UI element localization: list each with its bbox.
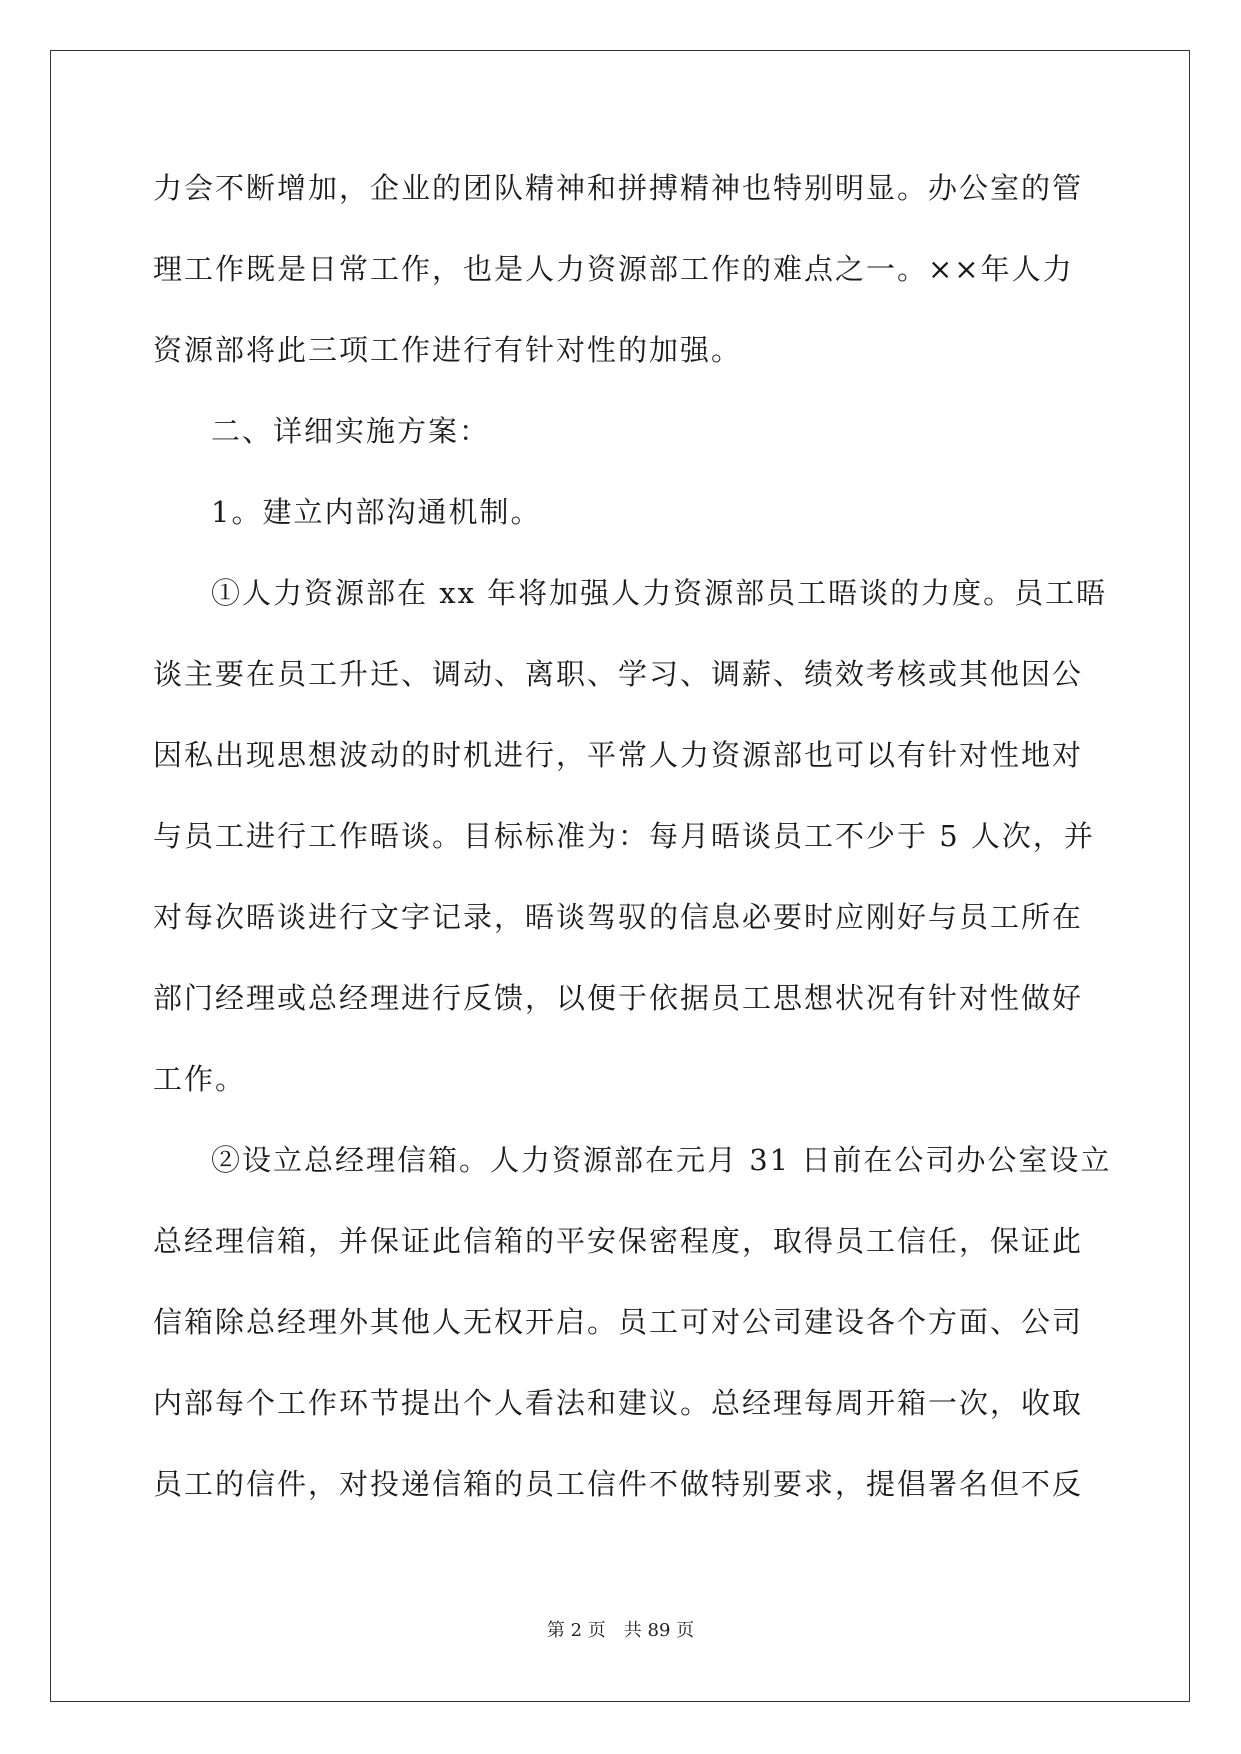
text-line: 员工的信件，对投递信箱的员工信件不做特别要求，提倡署名但不反 [153,1467,1084,1501]
subsection-heading: 1。建立内部沟通机制。 [211,495,542,529]
text-line: 信箱除总经理外其他人无权开启。员工可对公司建设各个方面、公司 [153,1305,1084,1339]
text-line: 总经理信箱，并保证此信箱的平安保密程度，取得员工信任，保证此 [153,1224,1084,1258]
text-line: ②设立总经理信箱。人力资源部在元月 31 日前在公司办公室设立 [211,1143,1112,1177]
section-heading: 二、详细实施方案： [211,414,491,448]
text-line: 谈主要在员工升迁、调动、离职、学习、调薪、绩效考核或其他因公 [153,657,1084,691]
text-line: 资源部将此三项工作进行有针对性的加强。 [153,333,743,367]
page-number: 第 2 页 共 89 页 [546,1620,695,1641]
page-border [50,50,1190,1702]
text-line: 理工作既是日常工作，也是人力资源部工作的难点之一。××年人力 [153,252,1074,286]
text-line: 力会不断增加，企业的团队精神和拼搏精神也特别明显。办公室的管 [153,171,1084,205]
text-line: 内部每个工作环节提出个人看法和建议。总经理每周开箱一次，收取 [153,1386,1084,1420]
text-line: 工作。 [153,1062,247,1096]
text-line: ①人力资源部在 xx 年将加强人力资源部员工晤谈的力度。员工晤 [211,576,1108,610]
text-line: 与员工进行工作晤谈。目标标准为：每月晤谈员工不少于 5 人次，并 [153,819,1095,853]
text-line: 因私出现思想波动的时机进行，平常人力资源部也可以有针对性地对 [153,738,1084,772]
text-line: 部门经理或总经理进行反馈，以便于依据员工思想状况有针对性做好 [153,981,1084,1015]
text-line: 对每次晤谈进行文字记录，晤谈驾驭的信息必要时应刚好与员工所在 [153,900,1084,934]
